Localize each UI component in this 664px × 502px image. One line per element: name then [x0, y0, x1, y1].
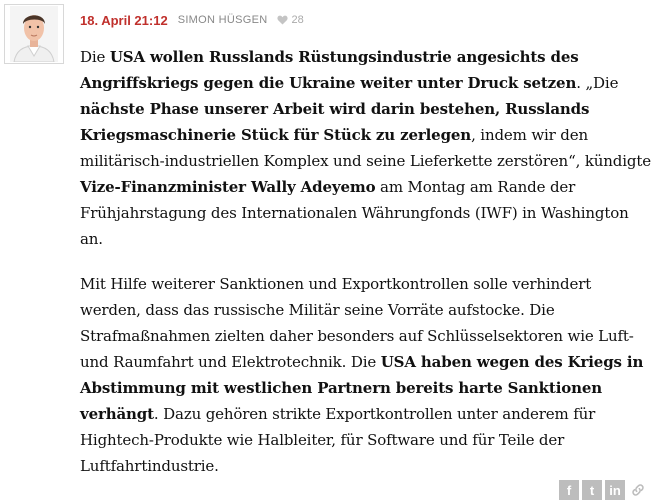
linkedin-share-icon[interactable]: in: [605, 480, 625, 500]
like-counter[interactable]: [277, 14, 303, 26]
author-avatar: [4, 4, 64, 64]
like-count: 28: [291, 14, 304, 26]
bold-text-segment: Vize-Finanzminister Wally Adeyemo: [80, 178, 376, 196]
heart-icon: [277, 15, 288, 25]
post-body: [80, 44, 656, 479]
post-timestamp: 18. April 21:12: [80, 12, 168, 28]
article-paragraph: [80, 44, 656, 252]
text-segment: , indem wir den militärisch-industriellen Komplex und seine Lieferkette zerstören“, kündigte: [80, 126, 651, 170]
chain-link-icon: [630, 482, 646, 498]
bold-text-segment: nächste Phase unserer Arbeit wird darin bestehen, Russlands Kriegsmaschinerie Stück für Stück zu zerlegen: [80, 100, 590, 144]
link-share-icon[interactable]: [628, 480, 648, 500]
share-bar: [559, 480, 648, 500]
bold-text-segment: USA wollen Russlands Rüstungsindustrie angesichts des Angriffskriegs gegen die Ukraine weiter unter Druck setzen: [80, 48, 579, 92]
text-segment: am Montag am Rande der Frühjahrstagung des Internationalen Währungfonds (IWF) in Washington an.: [80, 178, 629, 248]
text-segment: . Dazu gehören strikte Exportkontrollen unter anderem für Hightech-Produkte wie Halbleiter, für Software und für Teile der Luftfahrtindustrie.: [80, 405, 596, 475]
post-meta: [80, 11, 304, 29]
post-author[interactable]: SIMON HÜSGEN: [177, 14, 268, 26]
article-paragraph: [80, 271, 656, 479]
facebook-share-icon[interactable]: f: [559, 480, 579, 500]
bold-text-segment: USA haben wegen des Kriegs in Abstimmung mit westlichen Partnern bereits harte Sanktionen verhängt: [80, 353, 644, 423]
text-segment: Die: [80, 48, 110, 66]
text-segment: Mit Hilfe weiterer Sanktionen und Exportkontrollen solle verhindert werden, dass das russische Militär seine Vorräte aufstocke. Die Strafmaßnahmen zielten daher besonders auf Schlüsselsektoren wie Luft- und Raumfahrt und Elektrotechnik. Die: [80, 275, 634, 371]
text-segment: . „Die: [576, 74, 619, 92]
twitter-share-icon[interactable]: t: [582, 480, 602, 500]
avatar-portrait: [10, 6, 58, 62]
